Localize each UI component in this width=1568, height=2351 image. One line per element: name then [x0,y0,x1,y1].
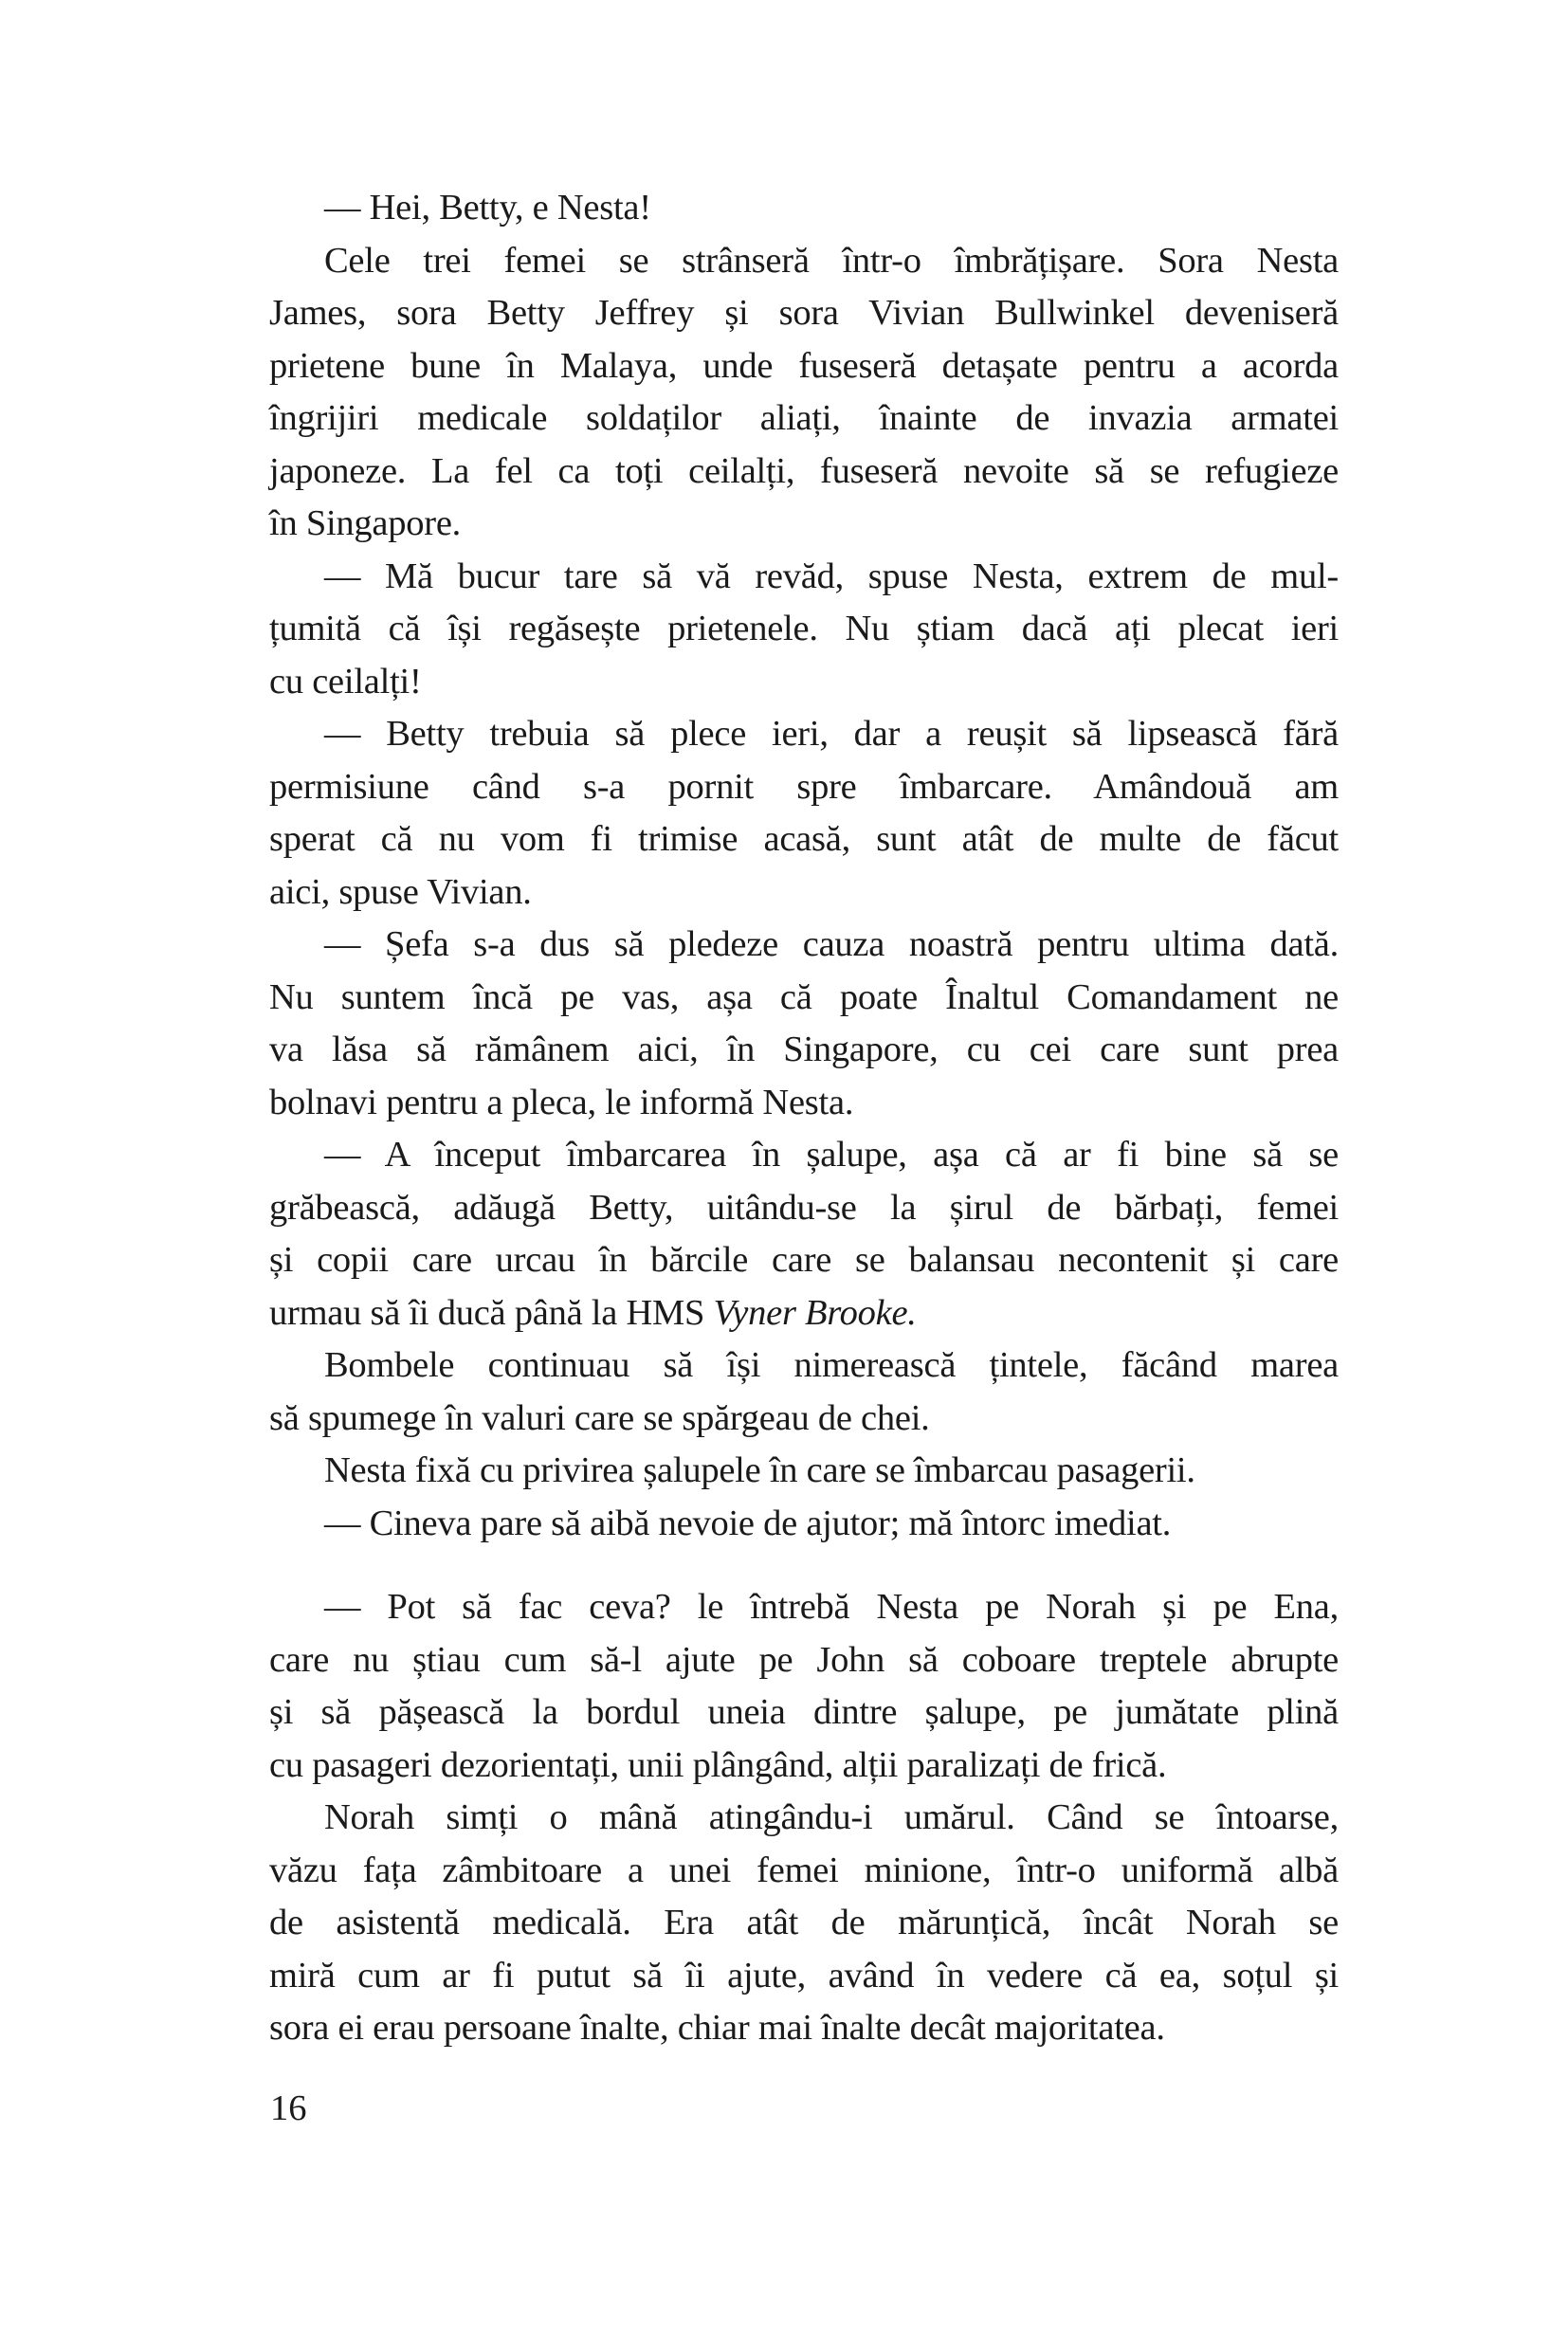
text-line [269,1340,1339,1393]
text-line-content: — Betty trebuia să plece ieri, dar a reușit să lipsească fără [324,714,1339,754]
text-line-content: Cele trei femei se strânseră într-o îmbrățișare. Sora Nesta [324,240,1339,281]
text-line [269,603,1339,656]
text-line [269,1581,1339,1634]
text-line-content: și să pășească la bordul uneia dintre șalupe, pe jumătate plină [269,1692,1339,1732]
text-line-content: Nesta fixă cu privirea șalupele în care se îmbarcau pasagerii. [324,1450,1195,1490]
text-line [269,287,1339,340]
text-line-content: Nu suntem încă pe vas, așa că poate Înaltul Comandament ne [269,976,1339,1017]
text-line-content: văzu fața zâmbitoare a unei femei minione, într-o uniformă albă [269,1850,1339,1890]
text-line [269,1393,1339,1446]
text-line [269,1024,1339,1077]
text-line [269,1077,1339,1130]
text-line [269,551,1339,604]
text-line-content: va lăsa să rămânem aici, în Singapore, cu cei care sunt prea [269,1030,1339,1069]
text-line [269,1686,1339,1740]
text-line [269,1182,1339,1235]
text-line [269,498,1339,551]
text-line [269,1950,1339,2003]
text-line [269,1234,1339,1287]
text-line [269,1792,1339,1845]
text-line-content: urmau să îi ducă până la HMS [269,1292,714,1333]
text-line-content: prietene bune în Malaya, unde fuseseră detașate pentru a acorda [269,345,1339,386]
text-line-content: bolnavi pentru a pleca, le informă Nesta. [269,1082,854,1122]
text-line-content: Bombele continuau să își nimerească țintele, făcând marea [324,1345,1339,1385]
text-line [269,182,1339,235]
text-line [269,708,1339,761]
text-line-content: să spumege în valuri care se spărgeau de chei. [269,1397,930,1438]
text-line [269,1740,1339,1793]
text-line [269,1287,1339,1340]
text-line-content: sora ei erau persoane înalte, chiar mai înalte decât majoritatea. [269,2008,1165,2048]
text-line [269,392,1339,446]
text-line-content: aici, spuse Vivian. [269,871,532,912]
text-line-content: Norah simți o mână atingându-i umărul. Când se întoarse, [324,1797,1339,1837]
text-line-content: — Pot să fac ceva? le întrebă Nesta pe Norah și pe Ena, [324,1587,1339,1627]
text-line [269,813,1339,866]
text-line-content: care nu știau cum să-l ajute pe John să coboare treptele abrupte [269,1639,1339,1680]
page-number: 16 [270,2088,307,2128]
text-line [269,235,1339,288]
text-line-content: — Mă bucur tare să vă revăd, spuse Nesta, extrem de mul- [324,556,1339,596]
text-line-content: japoneze. La fel ca toți ceilalți, fuseseră nevoite să se refugieze [269,450,1339,491]
text-line [269,761,1339,814]
text-line-content: țumită că își regăsește prietenele. Nu știam dacă ați plecat ieri [269,609,1339,648]
text-line-content: — Hei, Betty, e Nesta! [324,188,651,228]
text-line-content: sperat că nu vom fi trimise acasă, sunt atât de multe de făcut [269,819,1339,859]
text-line-content: cu ceilalți! [269,661,422,702]
text-line-content: permisiune când s-a pornit spre îmbarcare. Amândouă am [269,766,1339,807]
text-line-content: îngrijiri medicale soldaților aliați, înainte de invazia armatei [269,398,1339,438]
text-line [269,340,1339,393]
page-body-text [269,182,1339,2055]
text-line [269,1498,1339,1551]
text-line [269,1897,1339,1950]
text-line-content: de asistentă medicală. Era atât de mărunțică, încât Norah se [269,1903,1339,1942]
text-line-content: James, sora Betty Jeffrey și sora Vivian Bullwinkel deveniseră [269,293,1339,333]
text-line-content: cu pasageri dezorientați, unii plângând, alții paralizați de frică. [269,1744,1167,1785]
text-line [269,1634,1339,1687]
text-line [269,1445,1339,1498]
italic-ship-name: Vyner Brooke. [713,1292,917,1333]
text-line-content: — A început îmbarcarea în șalupe, așa că ar fi bine să se [324,1135,1339,1175]
text-line [269,2002,1339,2055]
text-line-content: grăbească, adăugă Betty, uitându-se la șirul de bărbați, femei [269,1187,1339,1228]
text-line [269,866,1339,920]
text-line [269,656,1339,709]
text-line [269,1129,1339,1182]
text-line-content: — Cineva pare să aibă nevoie de ajutor; mă întorc imediat. [324,1503,1172,1543]
text-line-content: miră cum ar fi putut să îi ajute, având în vedere că ea, soțul și [269,1955,1339,1996]
text-line [269,446,1339,499]
text-line [269,919,1339,972]
text-line-content: în Singapore. [269,503,462,543]
text-line-content: — Șefa s-a dus să pledeze cauza noastră pentru ultima dată. [324,924,1339,964]
text-line [269,1845,1339,1898]
text-line [269,972,1339,1025]
text-line-content: și copii care urcau în bărcile care se balansau necontenit și care [269,1240,1339,1280]
